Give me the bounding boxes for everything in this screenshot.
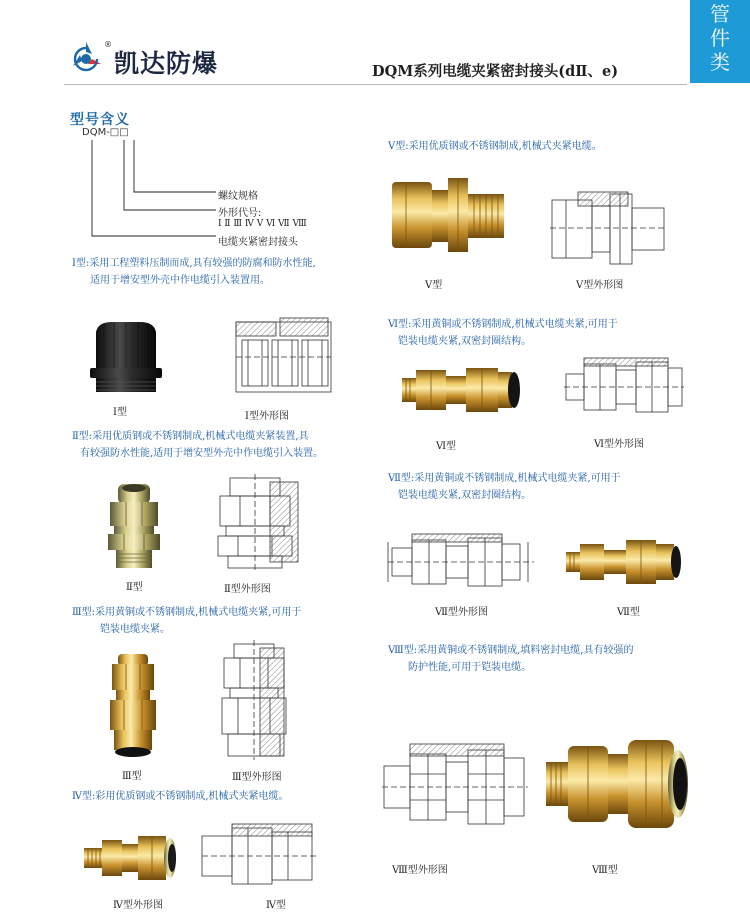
model-meaning-title: 型号含义 <box>70 112 130 128</box>
type-3-drawing-caption: Ⅲ型外形图 <box>232 772 282 783</box>
brand-logo <box>68 40 238 76</box>
header-divider <box>64 84 687 85</box>
type-7-drawing-caption: Ⅶ型外形图 <box>435 607 488 618</box>
type-6-photo <box>398 360 524 420</box>
type-6-drawing-caption: Ⅵ型外形图 <box>594 439 645 450</box>
description-line: Ⅷ型:采用黄铜或不锈钢制成,填料密封电缆,具有较强的 <box>388 645 634 656</box>
type-2-drawing <box>210 472 310 572</box>
description-line: Ⅵ型:采用黄铜或不锈钢制成,机械式电缆夹紧,可用于 <box>388 319 618 330</box>
description-line: Ⅳ型:彩用优质钢或不锈钢制成,机械式夹紧电缆。 <box>72 791 289 802</box>
type-4-photo-caption: Ⅳ型外形图 <box>113 900 163 911</box>
type-5-photo-caption: Ⅴ型 <box>425 280 443 291</box>
type-6-drawing <box>562 354 686 418</box>
type-3-description <box>72 604 301 638</box>
legend-thread-spec: 螺纹规格 <box>218 191 258 202</box>
type-5-drawing-caption: Ⅴ型外形图 <box>576 280 624 291</box>
category-tab-char: 件 <box>710 26 730 50</box>
description-line: Ⅲ型:采用黄铜或不锈钢制成,机械式电缆夹紧,可用于 <box>72 607 302 618</box>
type-8-drawing-caption: Ⅷ型外形图 <box>392 865 448 876</box>
description-line: 防护性能,可用于铠装电缆。 <box>408 662 532 673</box>
description-line: 有较强防水性能,适用于增安型外壳中作电缆引入装置。 <box>80 448 324 459</box>
type-5-description <box>388 138 602 155</box>
type-1-drawing-caption: Ⅰ型外形图 <box>245 411 289 422</box>
type-1-description <box>72 255 316 289</box>
type-7-drawing <box>386 530 536 592</box>
legend-product-name: 电缆夹紧密封接头 <box>218 237 298 248</box>
type-2-drawing-caption: Ⅱ型外形图 <box>224 584 271 595</box>
type-8-photo-caption: Ⅷ型 <box>592 865 618 876</box>
type-1-drawing <box>228 312 338 402</box>
type-4-drawing-caption: Ⅳ型 <box>266 900 286 911</box>
type-8-photo <box>542 732 692 836</box>
type-2-photo <box>100 480 168 572</box>
type-4-photo <box>82 828 182 888</box>
description-line: Ⅴ型:采用优质钢或不锈钢制成,机械式夹紧电缆。 <box>388 141 602 152</box>
category-tab-char: 管 <box>710 2 730 26</box>
category-tab-char: 类 <box>710 50 730 74</box>
type-7-photo-caption: Ⅶ型 <box>617 607 640 618</box>
type-4-description <box>72 788 289 805</box>
description-line: 铠装电缆夹紧。 <box>100 624 170 635</box>
type-2-description <box>72 428 323 462</box>
registered-mark: ® <box>104 40 112 49</box>
description-line: 铠装电缆夹紧,双密封圈结构。 <box>398 490 532 501</box>
brand-mark-icon <box>68 40 104 76</box>
legend-roman-numerals: Ⅰ Ⅱ Ⅲ Ⅳ Ⅴ Ⅵ Ⅶ Ⅷ <box>218 219 307 229</box>
type-1-photo-caption: Ⅰ型 <box>113 407 127 418</box>
type-7-description <box>388 470 621 504</box>
type-5-photo <box>386 172 512 260</box>
description-line: 铠装电缆夹紧,双密封圈结构。 <box>398 336 532 347</box>
type-3-photo <box>104 650 162 760</box>
brand-name: 凯达防爆 <box>114 49 219 78</box>
type-5-drawing <box>548 186 668 270</box>
description-line: 适用于增安型外壳中作电缆引入装置用。 <box>90 275 270 286</box>
type-3-drawing <box>216 640 296 762</box>
type-7-photo <box>562 534 686 590</box>
type-8-description <box>388 642 633 676</box>
legend-shape-code: 外形代号: <box>218 208 262 219</box>
type-8-drawing <box>380 740 530 834</box>
description-line: Ⅶ型:采用黄铜或不锈钢制成,机械式电缆夹紧,可用于 <box>388 473 621 484</box>
description-line: Ⅰ型:采用工程塑料压制而成,具有较强的防腐和防水性能, <box>72 258 316 269</box>
type-6-photo-caption: Ⅵ型 <box>436 441 457 452</box>
page-title: DQM系列电缆夹紧密封接头(dⅡ、e) <box>372 63 619 80</box>
type-6-description <box>388 316 618 350</box>
model-code: DQM-□□ <box>82 127 129 138</box>
type-2-photo-caption: Ⅱ型 <box>126 582 143 593</box>
category-tab <box>690 0 750 83</box>
description-line: Ⅱ型:采用优质钢或不锈钢制成,机械式电缆夹紧装置,具 <box>72 431 309 442</box>
type-3-photo-caption: Ⅲ型 <box>122 771 142 782</box>
type-4-drawing <box>198 820 322 892</box>
type-1-photo <box>82 318 180 398</box>
